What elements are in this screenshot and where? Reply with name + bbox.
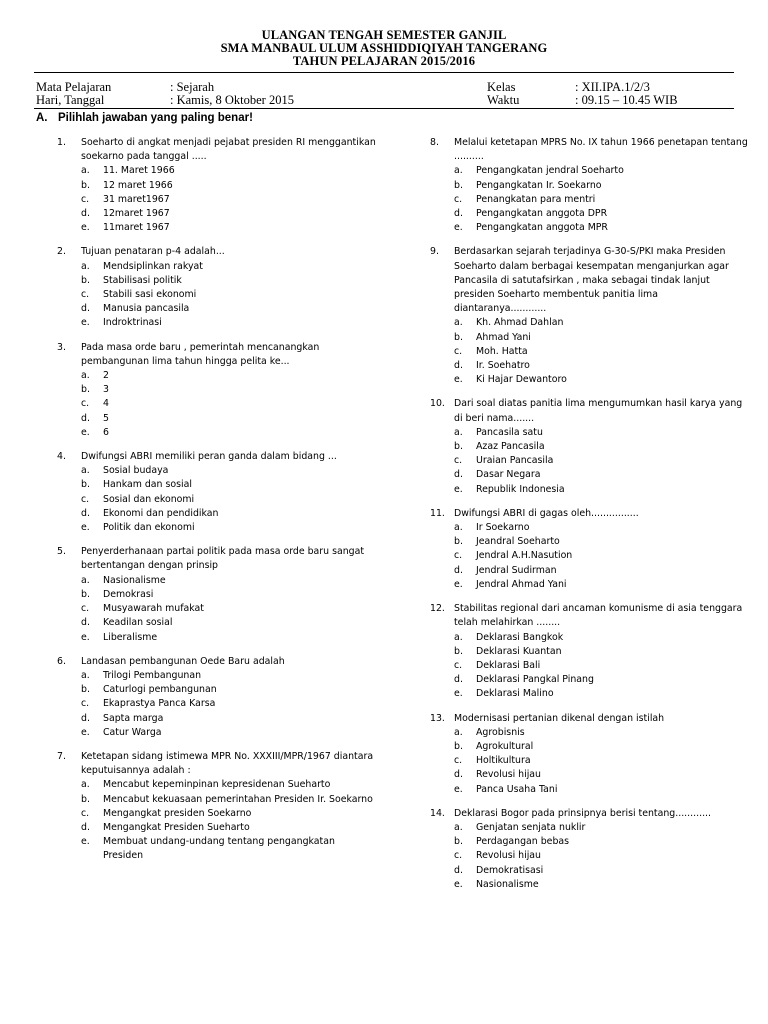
option-text: Sosial budaya <box>103 465 169 477</box>
option-letter: c. <box>454 659 463 671</box>
option-letter: e. <box>454 483 463 495</box>
option-letter: a. <box>454 317 463 329</box>
option-text: Keadilan sosial <box>103 617 173 629</box>
option-letter: a. <box>454 522 463 534</box>
option-text: Deklarasi Malino <box>476 688 554 700</box>
answer-option <box>430 359 748 373</box>
question-number: 11. <box>430 507 445 519</box>
section-heading <box>36 112 253 124</box>
option-text: Membuat undang-undang tentang pengangkatan Presiden <box>103 836 335 862</box>
header-divider-bottom <box>34 108 734 109</box>
answer-option <box>57 426 377 440</box>
section-letter: A. <box>36 112 48 124</box>
section-title: Pilihlah jawaban yang paling benar! <box>58 112 253 124</box>
question-number: 4. <box>57 451 66 463</box>
answer-option <box>430 849 748 863</box>
header-title-line1: ULANGAN TENGAH SEMESTER GANJIL <box>261 28 507 42</box>
option-letter: b. <box>81 274 90 286</box>
option-text: Agrokultural <box>476 740 534 752</box>
option-letter: d. <box>81 712 90 724</box>
question-item <box>57 655 377 740</box>
option-text: Jeandral Soeharto <box>476 536 560 548</box>
option-letter: d. <box>81 208 90 220</box>
option-text: Uraian Pancasila <box>476 455 554 467</box>
option-letter: a. <box>81 574 90 586</box>
question-number: 9. <box>430 246 439 258</box>
answer-option <box>57 260 377 274</box>
answer-option <box>430 645 748 659</box>
option-text: Deklarasi Kuantan <box>476 645 562 657</box>
answer-option <box>57 807 377 821</box>
option-letter: c. <box>81 193 90 205</box>
question-text: Modernisasi pertanian dikenal dengan istilah <box>454 712 665 724</box>
option-text: Pancasila satu <box>476 426 543 438</box>
option-text: Ekonomi dan pendidikan <box>103 507 219 519</box>
option-letter: b. <box>81 793 90 805</box>
answer-option <box>430 768 748 782</box>
option-text: Mengangkat Presiden Sueharto <box>103 821 250 833</box>
answer-option <box>430 673 748 687</box>
question-number: 10. <box>430 398 445 410</box>
option-text: Nasionalisme <box>103 574 166 586</box>
option-text: Holtikultura <box>476 755 531 767</box>
answer-option <box>430 483 748 497</box>
option-letter: c. <box>454 455 463 467</box>
answer-option <box>57 726 377 740</box>
question-number: 1. <box>57 137 66 148</box>
question-text: Pada masa orde baru , pemerintah mencanangkan pembangunan lima tahun hingga pelita ke... <box>81 341 320 367</box>
question-number: 14. <box>430 807 445 819</box>
answer-option <box>430 468 748 482</box>
answer-option <box>57 478 377 492</box>
header-divider-top <box>34 72 734 73</box>
option-letter: d. <box>454 360 463 372</box>
answer-option <box>430 564 748 578</box>
option-text: Pengangkatan anggota MPR <box>476 222 608 234</box>
option-letter: c. <box>81 603 90 615</box>
option-text: Deklarasi Pangkal Pinang <box>476 674 594 686</box>
option-text: Agrobisnis <box>476 726 525 738</box>
question-item <box>57 750 377 864</box>
option-letter: d. <box>454 864 463 876</box>
option-text: Sosial dan ekonomi <box>103 493 195 505</box>
option-letter: a. <box>81 669 90 681</box>
answer-option <box>57 631 377 645</box>
answer-option <box>57 288 377 302</box>
answer-option <box>57 712 377 726</box>
option-letter: c. <box>81 493 90 505</box>
answer-option <box>430 878 748 892</box>
answer-option <box>430 835 748 849</box>
option-text: 31 maret1967 <box>103 193 170 205</box>
question-text: Dari soal diatas panitia lima mengumumkan hasil karya yang di beri nama....... <box>454 398 743 424</box>
option-letter: a. <box>81 779 90 791</box>
option-letter: d. <box>454 469 463 481</box>
question-item <box>57 136 377 235</box>
question-item <box>430 507 748 592</box>
answer-option <box>57 602 377 616</box>
question-item <box>57 450 377 535</box>
option-letter: d. <box>81 617 90 629</box>
question-stem <box>57 750 377 778</box>
option-text: Pengangkatan jendral Soeharto <box>476 165 624 177</box>
question-number: 8. <box>430 137 439 148</box>
question-stem <box>430 602 748 630</box>
question-stem <box>430 507 748 521</box>
question-stem <box>57 655 377 669</box>
answer-option <box>430 331 748 345</box>
question-stem <box>57 245 377 259</box>
option-text: Ekaprastya Panca Karsa <box>103 698 216 710</box>
answer-option <box>57 383 377 397</box>
question-item <box>430 712 748 797</box>
option-text: Revolusi hijau <box>476 850 541 862</box>
option-text: Mengangkat presiden Soekarno <box>103 807 252 819</box>
question-text: Penyerderhanaan partai politik pada masa orde baru sangat bertentangan dengan prinsip <box>81 546 365 572</box>
answer-option <box>430 726 748 740</box>
questions-left-column <box>57 136 377 874</box>
question-stem <box>430 397 748 425</box>
option-letter: e. <box>454 578 463 590</box>
option-text: Ki Hajar Dewantoro <box>476 374 567 386</box>
question-text: Ketetapan sidang istimewa MPR No. XXXIII/MPR/1967 diantara keputuisannya adalah : <box>81 750 374 777</box>
option-letter: e. <box>454 878 463 890</box>
answer-option <box>430 179 748 193</box>
option-letter: b. <box>81 479 90 491</box>
option-letter: d. <box>81 821 90 833</box>
question-text: Dwifungsi ABRI memiliki peran ganda dalam bidang ... <box>81 451 337 463</box>
question-text: Deklarasi Bogor pada prinsipnya berisi tentang............ <box>454 807 712 819</box>
question-item <box>430 245 748 387</box>
option-letter: b. <box>454 441 463 453</box>
option-text: Revolusi hijau <box>476 769 541 781</box>
answer-option <box>57 778 377 792</box>
answer-option <box>57 193 377 207</box>
option-letter: b. <box>454 179 463 191</box>
option-letter: d. <box>81 303 90 315</box>
option-letter: c. <box>454 755 463 767</box>
option-letter: b. <box>454 536 463 548</box>
answer-option <box>57 521 377 535</box>
option-letter: a. <box>81 370 90 382</box>
option-letter: e. <box>81 836 90 848</box>
option-text: Demokrasi <box>103 588 154 600</box>
answer-option <box>430 207 748 221</box>
header-title-line3: TAHUN PELAJARAN 2015/2016 <box>292 54 476 68</box>
answer-option <box>57 179 377 193</box>
option-letter: d. <box>454 208 463 220</box>
answer-option <box>430 345 748 359</box>
answer-option <box>430 373 748 387</box>
option-text: 11. Maret 1966 <box>103 165 175 177</box>
day-label: Hari, Tanggal <box>36 93 105 107</box>
option-text: Ir Soekarno <box>476 522 530 534</box>
question-stem <box>430 136 748 164</box>
questions-right-column <box>430 136 748 902</box>
option-text: Politik dan ekonomi <box>103 522 195 534</box>
answer-option <box>57 574 377 588</box>
answer-option <box>57 397 377 411</box>
answer-option <box>57 669 377 683</box>
question-number: 7. <box>57 750 66 762</box>
answer-option <box>430 521 748 535</box>
option-text: Stabilisasi politik <box>103 274 182 286</box>
question-stem <box>430 245 748 316</box>
answer-option <box>57 369 377 383</box>
option-text: 12 maret 1966 <box>103 179 173 191</box>
option-text: Demokratisasi <box>476 864 544 876</box>
option-letter: b. <box>454 645 463 657</box>
option-letter: e. <box>454 783 463 795</box>
answer-option <box>57 683 377 697</box>
answer-option <box>57 302 377 316</box>
option-text: Catur Warga <box>103 726 162 738</box>
option-letter: a. <box>454 631 463 643</box>
answer-option <box>430 821 748 835</box>
answer-option <box>430 659 748 673</box>
question-number: 6. <box>57 655 66 667</box>
answer-option <box>430 316 748 330</box>
option-letter: e. <box>454 688 463 700</box>
answer-option <box>57 697 377 711</box>
option-letter: d. <box>81 507 90 519</box>
option-text: Pengangkatan anggota DPR <box>476 208 608 220</box>
option-letter: b. <box>81 588 90 600</box>
option-text: Sapta marga <box>103 712 164 724</box>
answer-option <box>430 454 748 468</box>
option-text: Panca Usaha Tani <box>476 783 558 795</box>
answer-option <box>57 412 377 426</box>
option-text: Azaz Pancasila <box>476 441 545 453</box>
option-letter: b. <box>454 740 463 752</box>
option-text: Genjatan senjata nuklir <box>476 821 586 833</box>
option-letter: c. <box>81 398 90 410</box>
answer-option <box>57 821 377 835</box>
option-letter: b. <box>454 331 463 343</box>
option-text: Penangkatan para mentri <box>476 193 596 205</box>
answer-option <box>57 507 377 521</box>
answer-option <box>430 578 748 592</box>
option-text: Hankam dan sosial <box>103 479 192 491</box>
option-letter: c. <box>454 850 463 862</box>
question-stem <box>57 450 377 464</box>
option-letter: a. <box>81 260 90 272</box>
option-letter: d. <box>454 564 463 576</box>
option-letter: c. <box>454 550 463 562</box>
answer-option <box>430 754 748 768</box>
class-label: Kelas <box>487 80 516 94</box>
day-value: : Kamis, 8 Oktober 2015 <box>170 93 294 107</box>
class-value: : XII.IPA.1/2/3 <box>575 80 650 94</box>
option-text: Trilogi Pembangunan <box>103 669 202 681</box>
option-letter: b. <box>81 179 90 191</box>
option-text: Mencabut kekuasaan pemerintahan Presiden Ir. Soekarno <box>103 793 373 805</box>
answer-option <box>57 616 377 630</box>
question-number: 13. <box>430 712 445 724</box>
answer-option <box>430 535 748 549</box>
option-text: 12maret 1967 <box>103 208 170 220</box>
option-letter: e. <box>81 426 90 438</box>
answer-option <box>430 631 748 645</box>
option-text: Republik Indonesia <box>476 483 565 495</box>
option-text: Moh. Hatta <box>476 345 528 357</box>
answer-option <box>57 835 377 863</box>
header-title-line2: SMA MANBAUL ULUM ASSHIDDIQIYAH TANGERANG <box>220 41 548 55</box>
option-letter: a. <box>454 821 463 833</box>
option-text: Jendral Ahmad Yani <box>476 578 567 590</box>
subject-label: Mata Pelajaran <box>36 80 112 94</box>
option-letter: a. <box>81 465 90 477</box>
option-text: Nasionalisme <box>476 878 539 890</box>
option-letter: b. <box>81 684 90 696</box>
question-stem <box>57 136 377 164</box>
option-text: Perdagangan bebas <box>476 836 570 848</box>
option-text: Deklarasi Bangkok <box>476 631 564 643</box>
question-item <box>57 245 377 330</box>
option-text: Dasar Negara <box>476 469 541 481</box>
question-item <box>430 136 748 235</box>
answer-option <box>430 549 748 563</box>
answer-option <box>57 274 377 288</box>
option-letter: d. <box>454 674 463 686</box>
option-text: Ir. Soehatro <box>476 360 530 372</box>
option-text: Manusia pancasila <box>103 303 190 315</box>
answer-option <box>430 193 748 207</box>
question-stem <box>57 545 377 573</box>
question-text: Dwifungsi ABRI di gagas oleh................ <box>454 507 639 519</box>
answer-option <box>57 793 377 807</box>
option-text: 11maret 1967 <box>103 222 170 234</box>
question-text: Berdasarkan sejarah terjadinya G-30-S/PKI maka Presiden Soeharto dalam berbagai kesempatan menganjurkan agar Pancasila di satutafsirkan , maka sebagai tindak lanjut presiden Soeharto membentuk panitia lima diantaranya............ <box>454 246 729 315</box>
option-text: Indroktrinasi <box>103 317 162 329</box>
option-letter: e. <box>81 726 90 738</box>
option-text: Ahmad Yani <box>476 331 531 343</box>
answer-option <box>430 440 748 454</box>
option-letter: a. <box>81 165 90 177</box>
option-text: 4 <box>103 398 109 410</box>
option-letter: c. <box>81 698 90 710</box>
option-letter: e. <box>81 631 90 643</box>
question-number: 2. <box>57 246 66 258</box>
option-text: Jendral Sudirman <box>476 564 557 576</box>
option-text: Caturlogi pembangunan <box>103 684 217 696</box>
option-letter: c. <box>454 193 463 205</box>
option-text: Mencabut kepeminpinan kepresidenan Sueharto <box>103 779 331 791</box>
option-text: 2 <box>103 370 109 382</box>
option-letter: e. <box>454 222 463 234</box>
question-text: Melalui ketetapan MPRS No. IX tahun 1966 penetapan tentang .......... <box>454 137 748 163</box>
option-letter: e. <box>81 317 90 329</box>
subject-value: : Sejarah <box>170 80 215 94</box>
option-text: Deklarasi Bali <box>476 659 541 671</box>
question-number: 12. <box>430 603 445 615</box>
option-letter: d. <box>81 412 90 424</box>
option-letter: d. <box>454 769 463 781</box>
option-text: Pengangkatan Ir. Soekarno <box>476 179 602 191</box>
question-text: Stabilitas regional dari ancaman komunisme di asia tenggara telah melahirkan ........ <box>454 603 743 629</box>
answer-option <box>57 316 377 330</box>
answer-option <box>57 221 377 235</box>
option-letter: e. <box>454 374 463 386</box>
question-number: 3. <box>57 341 66 353</box>
time-value: : 09.15 – 10.45 WIB <box>575 93 678 107</box>
option-text: Musyawarah mufakat <box>103 603 204 615</box>
option-letter: e. <box>81 522 90 534</box>
question-item <box>57 545 377 644</box>
option-text: Mendsiplinkan rakyat <box>103 260 203 272</box>
option-text: Stabili sasi ekonomi <box>103 289 197 301</box>
question-item <box>430 807 748 892</box>
question-item <box>430 602 748 701</box>
answer-option <box>57 207 377 221</box>
answer-option <box>430 864 748 878</box>
option-text: 6 <box>103 426 109 438</box>
option-letter: a. <box>454 726 463 738</box>
option-text: Jendral A.H.Nasution <box>476 550 573 562</box>
answer-option <box>430 783 748 797</box>
option-letter: b. <box>81 384 90 396</box>
question-number: 5. <box>57 546 66 558</box>
option-letter: e. <box>81 222 90 234</box>
time-label: Waktu <box>487 93 520 107</box>
option-text: Liberalisme <box>103 631 158 643</box>
option-letter: c. <box>454 345 463 357</box>
option-letter: b. <box>454 836 463 848</box>
option-text: 5 <box>103 412 109 424</box>
answer-option <box>430 740 748 754</box>
option-letter: a. <box>454 426 463 438</box>
answer-option <box>57 493 377 507</box>
option-letter: c. <box>81 807 90 819</box>
answer-option <box>57 464 377 478</box>
answer-option <box>430 221 748 235</box>
question-text: Soeharto di angkat menjadi pejabat presiden RI menggantikan soekarno pada tanggal ..... <box>81 137 376 163</box>
question-stem <box>430 712 748 726</box>
answer-option <box>57 588 377 602</box>
question-text: Tujuan penataran p-4 adalah... <box>81 246 225 258</box>
answer-option <box>430 426 748 440</box>
answer-option <box>57 164 377 178</box>
question-stem <box>430 807 748 821</box>
answer-option <box>430 687 748 701</box>
question-item <box>57 341 377 440</box>
question-item <box>430 397 748 496</box>
option-text: 3 <box>103 384 109 396</box>
option-letter: a. <box>454 165 463 177</box>
question-stem <box>57 341 377 369</box>
question-text: Landasan pembangunan Oede Baru adalah <box>81 655 285 667</box>
option-letter: c. <box>81 289 90 301</box>
answer-option <box>430 164 748 178</box>
option-text: Kh. Ahmad Dahlan <box>476 317 564 329</box>
